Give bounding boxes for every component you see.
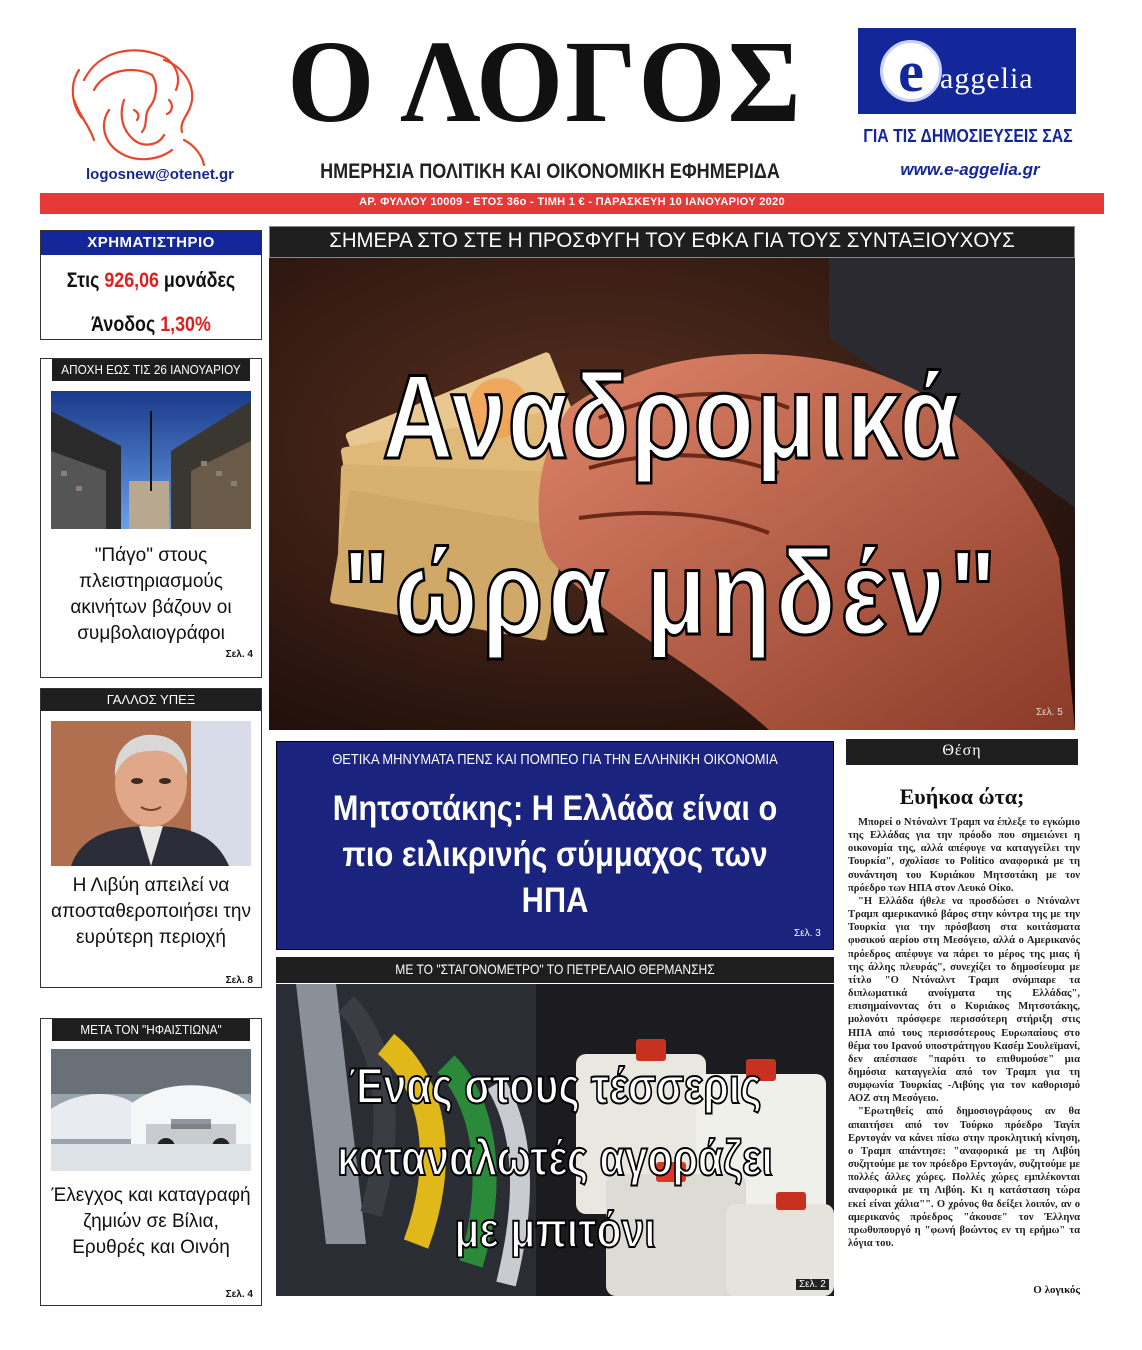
stock-market-header: ΧΡΗΜΑΤΙΣΤΗΡΙΟ [41,231,261,255]
story-box-hfaistion [40,1018,262,1306]
hero-headline-line2: "ώρα μηδέν" [342,526,1002,660]
oil-story-kicker: ΜΕ ΤΟ "ΣΤΑΓΟΝΟΜΕΤΡΟ" ΤΟ ΠΕΤΡΕΛΑΙΟ ΘΕΡΜΑΝΣΗΣ [395,961,715,977]
eaggelia-url: www.e-aggelia.gr [900,160,1040,179]
oil-page-reference: Σελ. 2 [796,1279,829,1290]
editorial-paragraph: "Η Ελλάδα ήθελε να προσδώσει ο Ντόναλντ Τραμπ αμερικανικό βάρος στην κόντρα της με την Τουρκία για την πρόσβαση στα κοιτάσματα φυσικού αερίου στη Μεσόγειο, αλλά ο Αμερικανός πρόεδρος απέφυγε να πάρει το μέρος της μιας ή της άλλης πλευράς", συνεχίζει το δημοσίευμα με τίτλο "Ο Ντόναλντ Τραμπ σνόμπαρε τα διπλωματικά ανοίγματα της Ελλάδας", επισημαίνοντας ότι ο Κυριάκος Μητσοτάκης, μολονότι πρόσφερε περισσότερη στήριξη στις ΗΠΑ από τους περισσότερους Ευρωπαίους στο θέμα του Ιρανού υποστράτηγου Κασέμ Σουλεϊμανί, δεν απέσπασε "παρότι το επιθυμούσε" μια δημόσια καταγγελία από τον Τραμπ για τη συμφωνία Τουρκίας -Λιβύης για τον καθορισμό ΑΟΖ στη Μεσόγειο. [848,895,1080,1105]
editorial-section-label: Θέση [942,742,982,759]
contact-email: logosnew@otenet.gr [86,166,234,183]
issue-info-text: ΑΡ. ΦΥΛΛΟΥ 10009 - ΕΤΟΣ 36ο - ΤΙΜΗ 1 € - ΠΑΡΑΣΚΕΥΗ 10 ΙΑΝΟΥΑΡΙΟΥ 2020 [359,196,785,208]
page-reference: Σελ. 4 [225,1289,253,1300]
city-street-photo [51,391,251,529]
story-headline: Έλεγχος και καταγραφή ζημιών σε Βίλια, Ερυθρές και Οινόη [51,1185,251,1258]
story-headline: Η Λιβύη απειλεί να αποσταθεροποιήσει την ευρύτερη περιοχή [51,875,251,948]
oil-story-headline: Ένας στους τέσσερις καταναλωτές αγοράζει με μπιτόνι [337,1058,773,1258]
mitsotakis-story-headline: Μητσοτάκης: Η Ελλάδα είναι ο πιο ειλικρινής σύμμαχος των ΗΠΑ [332,789,778,920]
snow-cars-photo [51,1049,251,1171]
newspaper-title: Ο ΛΟΓΟΣ [287,16,803,148]
stock-index-prefix: Στις [66,269,105,292]
portrait-photo [51,721,251,866]
editorial-paragraph: "Ερωτηθείς από δημοσιογράφους αν θα απαιτήσει από τον Τούρκο πρόεδρο Ταγίπ Ερντογάν να κάνει πίσω στην προκλητική κίνηση, ο Τραμπ απάντησε: "αναφορικά με τη Λιβύη συζητούμε με τον πρόεδρο Ερντογάν, συζητούμε με πολλές άλλες χώρες. Πολλές χώρες εμπλέκονται αναφορικά με τη Λιβύη. Κι η κατάσταση τώρα εκεί είναι χάλια"". Ο χρόνος θα δείξει λοιπόν, αν ο αμερικανός πρόεδρος "άκουσε" τον Έλληνα πρωθυπουργό η "φωνή βοώντος εν τη ερήμω" τα λόγια του. [848,1106,1080,1249]
hero-page-reference: Σελ. 5 [1036,707,1063,718]
mitsotakis-story-kicker: ΘΕΤΙΚΑ ΜΗΝΥΜΑΤΑ ΠΕΝΣ ΚΑΙ ΠΟΜΠΕΟ ΓΙΑ ΤΗΝ ΕΛΛΗΝΙΚΗ ΟΙΚΟΝΟΜΙΑ [332,751,778,768]
stock-change-number: 1,30% [160,313,211,336]
stock-market-box [40,230,262,340]
newspaper-subtitle: ΗΜΕΡΗΣΙΑ ΠΟΛΙΤΙΚΗ ΚΑΙ ΟΙΚΟΝΟΜΙΚΗ ΕΦΗΜΕΡΙΔΑ [320,160,780,183]
editorial-paragraph: Μπορεί ο Ντόναλντ Τραμπ να έπλεξε το εγκώμιο της Ελλάδας για την πρόοδο που σημειώνει η οικονομία της, αλλά απέφυγε να καταγγείλει την Τουρκία", σχολίασε το Politico αναφορικά με τη συνάντηση του Κυριάκου Μητσοτάκη με τον πρόεδρο των ΗΠΑ στον Λευκό Οίκο. [848,817,1080,894]
story-kicker: ΓΑΛΛΟΣ ΥΠΕΞ [41,689,261,711]
stock-change [58,313,245,337]
stock-index-suffix: μονάδες [158,269,236,292]
hero-banner-text: ΣΗΜΕΡΑ ΣΤΟ ΣΤΕ Η ΠΡΟΣΦΥΓΗ ΤΟΥ ΕΦΚΑ ΓΙΑ ΤΟΥΣ ΣΥΝΤΑΞΙΟΥΧΟΥΣ [329,229,1015,252]
hero-headline-line1: Αναδρομικά [382,350,962,484]
page-reference: Σελ. 8 [225,975,253,986]
story-box-auctions [40,358,262,678]
editorial-signature: Ο λογικός [1033,1284,1080,1296]
story-box-libya [40,688,262,988]
eaggelia-tagline: ΓΙΑ ΤΙΣ ΔΗΜΟΣΙΕΥΣΕΙΣ ΣΑΣ [863,126,1073,146]
mitsotakis-page-reference: Σελ. 3 [794,928,821,939]
eaggelia-logo-letter: e [898,39,924,104]
eaggelia-logo-word: aggelia [940,62,1034,95]
editorial-title: Ευήκοα ώτα; [899,784,1025,809]
story-headline: "Πάγο" στους πλειστηριασμούς ακινήτων βάζουν οι συμβολαιογράφοι [70,545,232,644]
newspaper-logo-faces [64,40,214,170]
stock-index-number: 926,06 [104,269,159,292]
story-kicker: ΜΕΤΑ ΤΟΝ "ΗΦΑΙΣΤΙΩΝΑ" [52,1019,250,1041]
editorial-body [848,816,1080,1250]
stock-index-value [58,269,245,293]
page-reference: Σελ. 4 [225,649,253,660]
stock-change-prefix: Άνοδος [91,313,161,336]
story-kicker: ΑΠΟΧΗ ΕΩΣ ΤΙΣ 26 ΙΑΝΟΥΑΡΙΟΥ [52,359,250,381]
